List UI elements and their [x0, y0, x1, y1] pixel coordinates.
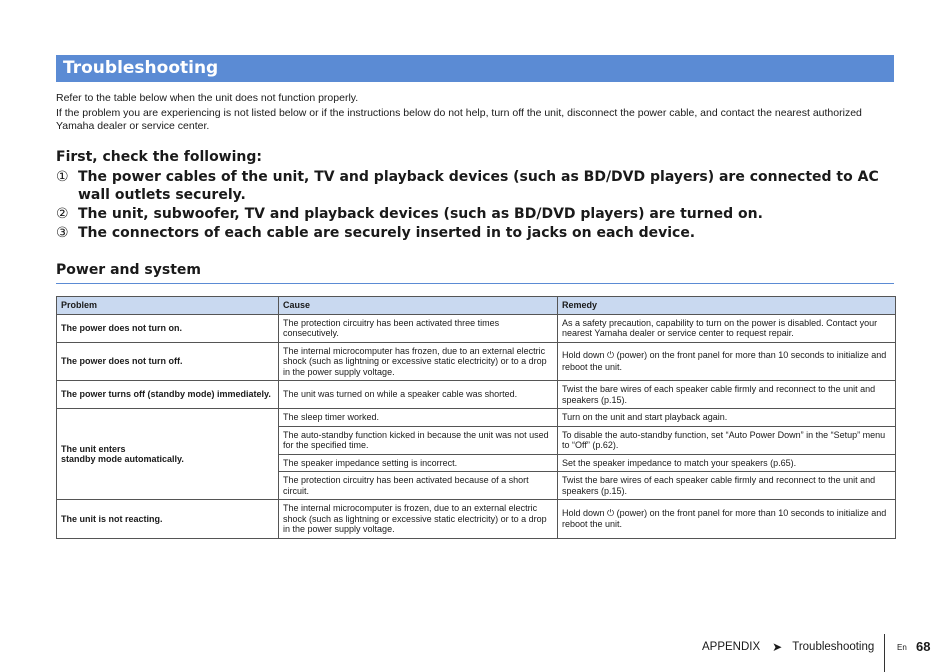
remedy-cell: Set the speaker impedance to match your speakers (p.65). [558, 454, 896, 472]
check-item-2 [56, 205, 894, 223]
cause-cell: The sleep timer worked. [279, 409, 558, 427]
cause-cell: The speaker impedance setting is incorrect. [279, 454, 558, 472]
footer-language: En [897, 643, 907, 652]
remedy-cell: As a safety precaution, capability to turn on the power is disabled. Contact your nearest Yamaha dealer or service center to request repair. [558, 314, 896, 342]
footer-breadcrumb [702, 640, 874, 654]
problem-line-1: The unit enters [61, 443, 126, 454]
column-header-cause: Cause [279, 297, 558, 315]
check-number: ② [56, 206, 69, 222]
cause-cell: The auto-standby function kicked in because the unit was not used for the specified time. [279, 426, 558, 454]
footer-page-title: Troubleshooting [792, 641, 875, 653]
cause-cell: The unit was turned on while a speaker cable was shorted. [279, 381, 558, 409]
power-icon: ⏻ [607, 351, 615, 362]
problem-line-2: standby mode automatically. [61, 454, 184, 464]
troubleshooting-table [56, 296, 896, 539]
page-number: 68 [916, 639, 931, 654]
column-header-problem: Problem [57, 297, 279, 315]
table-row [57, 500, 896, 539]
check-item-1 [56, 168, 894, 204]
page-title: Troubleshooting [56, 55, 894, 82]
check-number: ③ [56, 225, 69, 241]
problem-cell: The power turns off (standby mode) immediately. [57, 381, 279, 409]
remedy-cell [558, 342, 896, 381]
table-row [57, 314, 896, 342]
column-header-remedy: Remedy [558, 297, 896, 315]
check-text: The unit, subwoofer, TV and playback devices (such as BD/DVD players) are turned on. [78, 206, 763, 222]
remedy-cell: Twist the bare wires of each speaker cable firmly and reconnect to the unit and speakers (p.15). [558, 381, 896, 409]
remedy-text-after: (power) on the front panel for more than 10 seconds to initialize and reboot the unit. [562, 507, 887, 530]
table-header-row [57, 297, 896, 315]
remedy-text-before: Hold down [562, 507, 608, 518]
remedy-cell: Turn on the unit and start playback again. [558, 409, 896, 427]
table-row [57, 381, 896, 409]
check-text: The connectors of each cable are securely inserted in to jacks on each device. [78, 225, 696, 241]
power-icon: ⏻ [607, 508, 615, 519]
intro-line-2: If the problem you are experiencing is not listed below or if the instructions below do not help, turn off the unit, disconnect the power cable, and contact the nearest authorized Yamaha dealer or service center. [56, 107, 862, 132]
check-number: ① [56, 169, 69, 185]
problem-cell: The unit is not reacting. [57, 500, 279, 539]
problem-cell: The power does not turn on. [57, 314, 279, 342]
first-check-block [56, 148, 894, 242]
footer-section-link[interactable]: APPENDIX [702, 641, 761, 653]
remedy-text-after: (power) on the front panel for more than 10 seconds to initialize and reboot the unit. [562, 350, 887, 372]
cause-cell: The protection circuitry has been activated three times consecutively. [279, 314, 558, 342]
cause-cell: The internal microcomputer has frozen, due to an external electric shock (such as lightning or excessive static electricity) or to a drop in the power supply voltage. [279, 342, 558, 381]
arrow-right-icon: ➤ [772, 640, 783, 654]
cause-cell: The protection circuitry has been activated because of a short circuit. [279, 472, 558, 500]
problem-cell [57, 409, 279, 500]
check-text: The power cables of the unit, TV and playback devices (such as BD/DVD players) are connected to AC wall outlets securely. [78, 169, 879, 203]
remedy-cell [558, 500, 896, 539]
cause-cell: The internal microcomputer is frozen, due to an external electric shock (such as lightning or excessive static electricity) or to a drop in the power supply voltage. [279, 500, 558, 539]
check-item-3 [56, 224, 894, 242]
intro-line-1: Refer to the table below when the unit does not function properly. [56, 92, 359, 104]
first-check-heading: First, check the following: [56, 149, 263, 165]
remedy-text-before: Hold down [562, 350, 608, 361]
footer-divider [884, 634, 885, 672]
remedy-cell: Twist the bare wires of each speaker cable firmly and reconnect to the unit and speakers (p.15). [558, 472, 896, 500]
table-row [57, 342, 896, 381]
remedy-cell: To disable the auto-standby function, set “Auto Power Down” in the “Setup” menu to “Off” (p.62). [558, 426, 896, 454]
table-row [57, 409, 896, 427]
section-heading-power-and-system: Power and system [56, 261, 894, 284]
problem-cell: The power does not turn off. [57, 342, 279, 381]
